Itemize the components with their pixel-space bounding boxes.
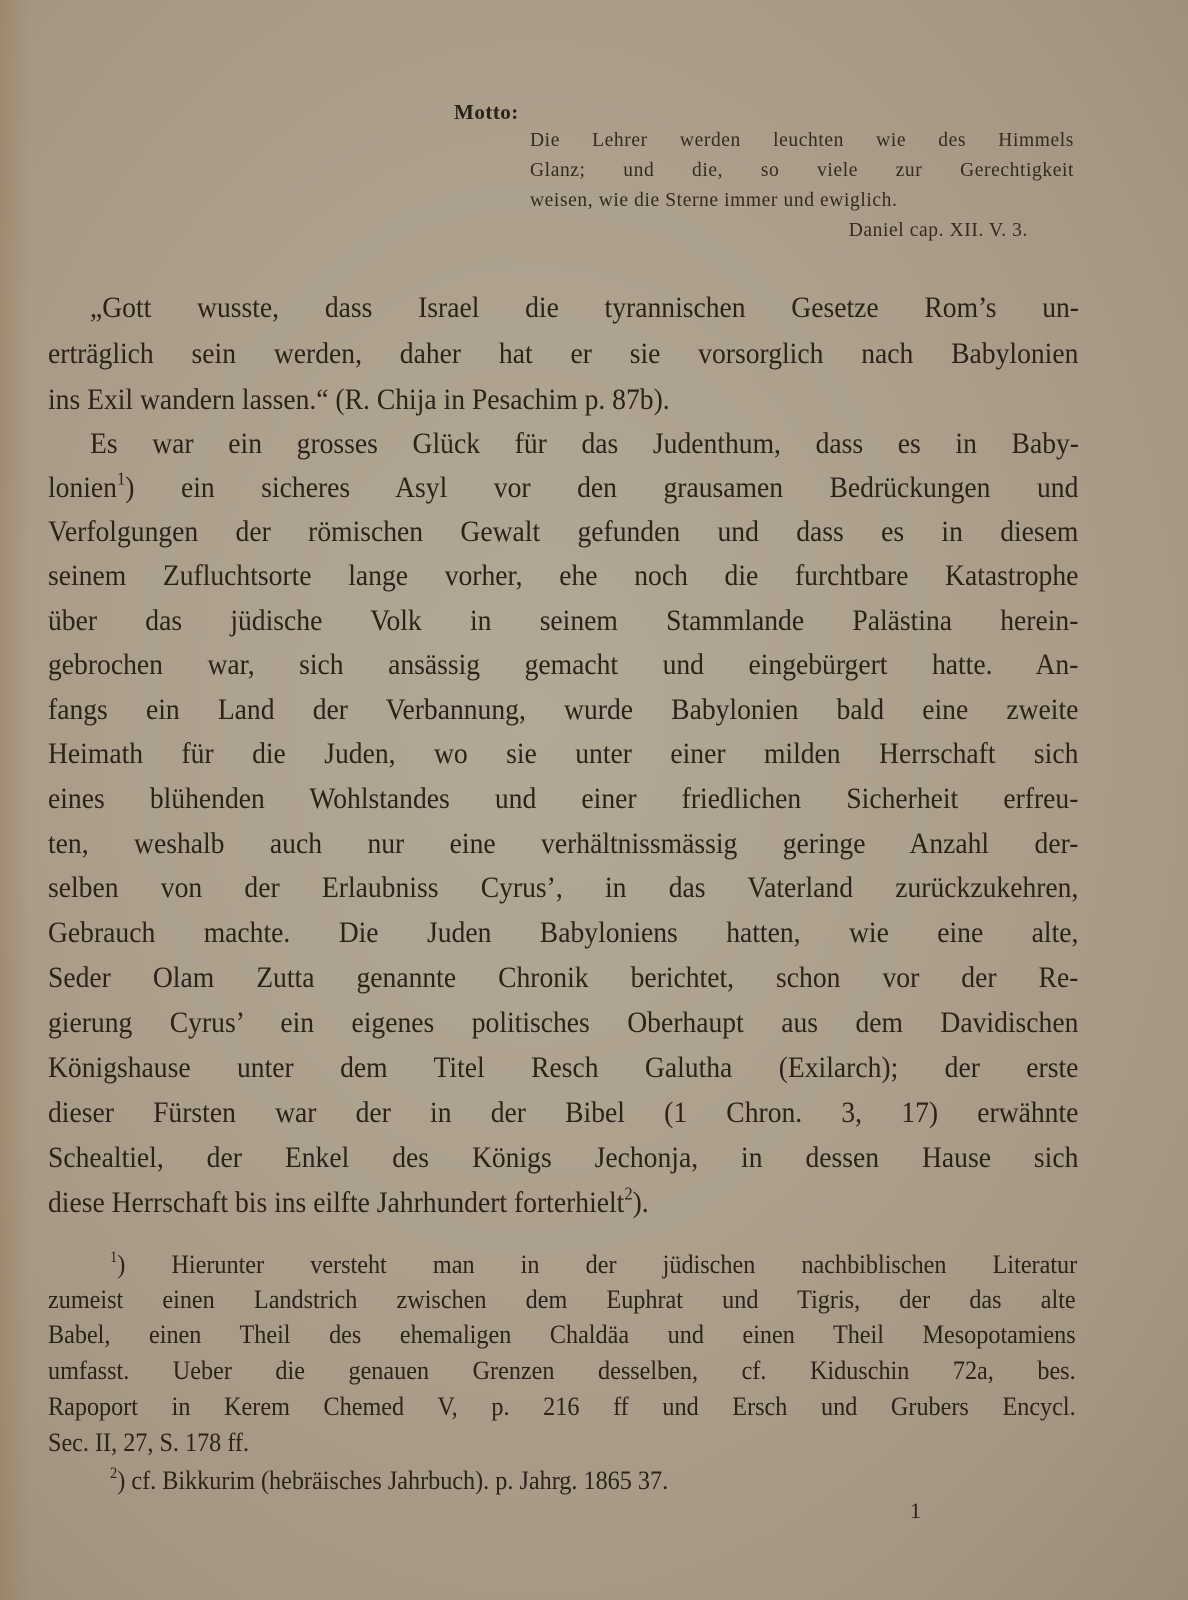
body-line: ten, weshalb auch nur eine verhältnissmässig geringe Anzahl der- bbox=[48, 827, 1079, 860]
body-line: selben von der Erlaubniss Cyrus’, in das Vaterland zurückzukehren, bbox=[48, 871, 1079, 904]
motto-line: Die Lehrer werden leuchten wie des Himmels bbox=[530, 130, 1074, 151]
footnote-marker: 2 bbox=[110, 1465, 118, 1483]
body-line: gebrochen war, sich ansässig gemacht und eingebürgert hatte. An- bbox=[48, 648, 1079, 681]
body-line: eines blühenden Wohlstandes und einer friedlichen Sicherheit erfreu- bbox=[48, 782, 1079, 815]
body-line: dieser Fürsten war der in der Bibel (1 Chron. 3, 17) erwähnte bbox=[48, 1096, 1079, 1129]
body-line: Es war ein grosses Glück für das Judenthum, dass es in Baby- bbox=[90, 427, 1079, 460]
footnote-ref[interactable]: 1 bbox=[117, 468, 126, 489]
footnote-line: zumeist einen Landstrich zwischen dem Euphrat und Tigris, der das alte bbox=[48, 1285, 1076, 1314]
footnote-line: Sec. II, 27, S. 178 ff. bbox=[48, 1428, 250, 1457]
motto-line: weisen, wie die Sterne immer und ewiglich. bbox=[530, 190, 898, 211]
footnote-line: umfasst. Ueber die genauen Grenzen desselben, cf. Kiduschin 72a, bes. bbox=[48, 1356, 1076, 1385]
body-line: Schealtiel, der Enkel des Königs Jechonja, in dessen Hause sich bbox=[48, 1141, 1079, 1174]
footnote-ref[interactable]: 2 bbox=[624, 1183, 633, 1204]
body-line: gierung Cyrus’ ein eigenes politisches Oberhaupt aus dem Davidischen bbox=[48, 1006, 1079, 1039]
footnote-line: Babel, einen Theil des ehemaligen Chaldäa und einen Theil Mesopotamiens bbox=[48, 1320, 1076, 1349]
motto-label: Motto: bbox=[454, 100, 519, 124]
motto-source: Daniel cap. XII. V. 3. bbox=[848, 220, 1028, 241]
body-line: diese Herrschaft bis ins eilfte Jahrhundert forterhielt$^2$). bbox=[48, 1183, 649, 1219]
body-line: Verfolgungen der römischen Gewalt gefunden und dass es in diesem bbox=[48, 515, 1079, 548]
body-line: „Gott wusste, dass Israel die tyrannischen Gesetze Rom’s un- bbox=[90, 291, 1079, 324]
body-line: Seder Olam Zutta genannte Chronik berichtet, schon vor der Re- bbox=[48, 961, 1079, 994]
body-line: fangs ein Land der Verbannung, wurde Babylonien bald eine zweite bbox=[48, 693, 1079, 726]
footnote-marker: 1 bbox=[110, 1249, 118, 1267]
body-line: Heimath für die Juden, wo sie unter einer milden Herrschaft sich bbox=[48, 737, 1079, 770]
footnote-2: $^2$) cf. Bikkurim (hebräisches Jahrbuch). p. Jahrg. 1865 37. bbox=[110, 1465, 669, 1495]
body-line: über das jüdische Volk in seinem Stammlande Palästina herein- bbox=[48, 604, 1079, 637]
page-number: 1 bbox=[910, 1498, 921, 1523]
body-line: lonien$^1$) ein sicheres Asyl vor den grausamen Bedrückungen und bbox=[48, 468, 1079, 504]
body-line: ins Exil wandern lassen.“ (R. Chija in Pesachim p. 87b). bbox=[48, 383, 670, 416]
footnote-1: $^1$) Hierunter versteht man in der jüdischen nachbiblischen Literatur bbox=[110, 1249, 1078, 1279]
body-line: seinem Zufluchtsorte lange vorher, ehe noch die furchtbare Katastrophe bbox=[48, 559, 1079, 592]
body-line: Königshause unter dem Titel Resch Galutha (Exilarch); der erste bbox=[48, 1051, 1079, 1084]
footnote-line: Rapoport in Kerem Chemed V, p. 216 ff und Ersch und Grubers Encycl. bbox=[48, 1392, 1076, 1421]
motto-line: Glanz; und die, so viele zur Gerechtigkeit bbox=[530, 160, 1074, 181]
body-line: Gebrauch machte. Die Juden Babyloniens hatten, wie eine alte, bbox=[48, 916, 1079, 949]
body-line: erträglich sein werden, daher hat er sie vorsorglich nach Babylonien bbox=[48, 337, 1079, 370]
